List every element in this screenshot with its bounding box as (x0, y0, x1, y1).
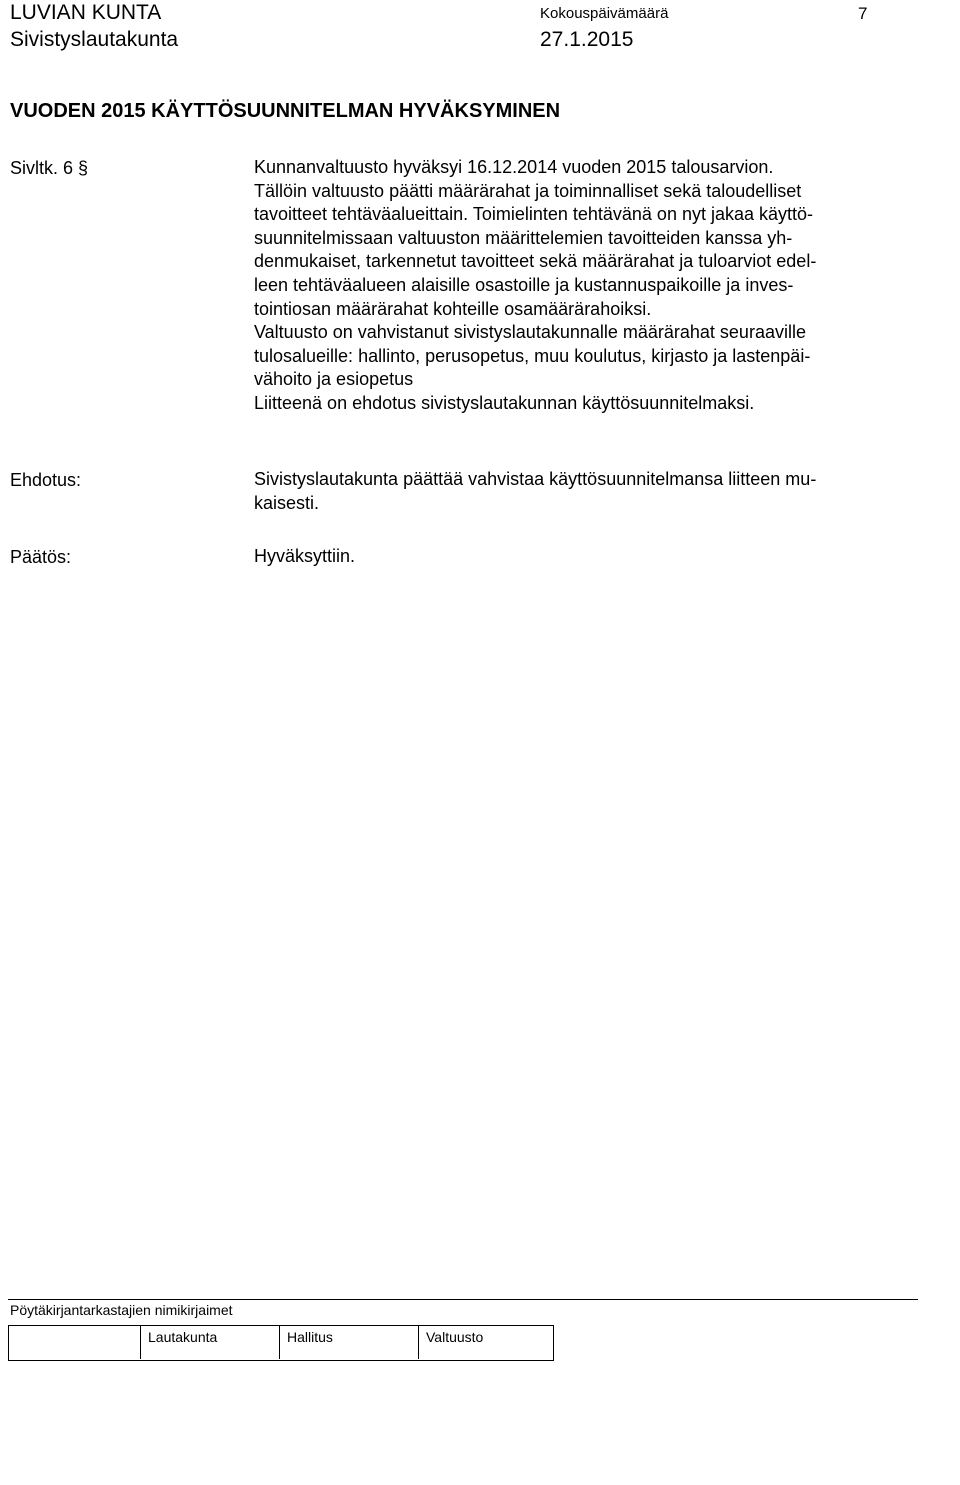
organization-name: LUVIAN KUNTA (10, 1, 162, 24)
main-text-line: leen tehtäväalueen alaisille osastoille ja kustannuspaikoille ja inves- (254, 274, 794, 295)
proposal-text-block (254, 468, 954, 515)
meeting-date: 27.1.2015 (540, 28, 634, 51)
signature-column-valtuusto: Valtuusto (426, 1329, 484, 1345)
meeting-date-label: Kokouspäivämäärä (540, 5, 669, 22)
main-text-line: Kunnanvaltuusto hyväksyi 16.12.2014 vuoden 2015 talousarvion. (254, 157, 774, 177)
footer-divider (8, 1299, 918, 1300)
signature-column-divider (140, 1325, 141, 1359)
proposal-text-line: Sivistyslautakunta päättää vahvistaa käyttösuunnitelmansa liitteen mu- (254, 469, 817, 489)
document-title: VUODEN 2015 KÄYTTÖSUUNNITELMAN HYVÄKSYMINEN (10, 100, 561, 122)
department-name: Sivistyslautakunta (10, 28, 179, 51)
main-text-line: tavoitteet tehtäväalueittain. Toimielinten tehtävänä on nyt jakaa käyttö- (254, 204, 814, 225)
main-text-line: Tällöin valtuusto päätti määrärahat ja toiminnalliset sekä taloudelliset (254, 180, 802, 201)
main-text-line: Liitteenä on ehdotus sivistyslautakunnan käyttösuunnitelmaksi. (254, 392, 755, 413)
main-text-line: tointiosan määrärahat kohteille osamäärärahoiksi. (254, 298, 652, 319)
page-number: 7 (858, 4, 868, 23)
main-text-block (254, 156, 954, 416)
signature-column-divider (279, 1325, 280, 1359)
main-text-line: Valtuusto on vahvistanut sivistyslautakunnalle määrärahat seuraaville (254, 322, 806, 343)
main-text-line: suunnitelmissaan valtuuston määrittelemien tavoitteiden kanssa yh- (254, 227, 793, 248)
main-text-line: tulosalueille: hallinto, perusopetus, muu koulutus, kirjasto ja lastenpäi- (254, 345, 811, 366)
signatures-label: Pöytäkirjantarkastajien nimikirjaimet (10, 1302, 233, 1318)
decision-label: Päätös: (10, 547, 72, 567)
main-text-line: vähoito ja esiopetus (254, 369, 414, 390)
signature-column-divider (418, 1325, 419, 1359)
proposal-label: Ehdotus: (10, 470, 82, 490)
section-reference: Sivltk. 6 § (10, 158, 89, 178)
decision-text-block (254, 545, 954, 569)
proposal-text-line: kaisesti. (254, 492, 320, 513)
signature-column-lautakunta: Lautakunta (148, 1329, 218, 1345)
signature-column-hallitus: Hallitus (287, 1329, 333, 1345)
decision-text: Hyväksyttiin. (254, 546, 356, 566)
main-text-line: denmukaiset, tarkennetut tavoitteet sekä määrärahat ja tuloarviot edel- (254, 251, 817, 272)
